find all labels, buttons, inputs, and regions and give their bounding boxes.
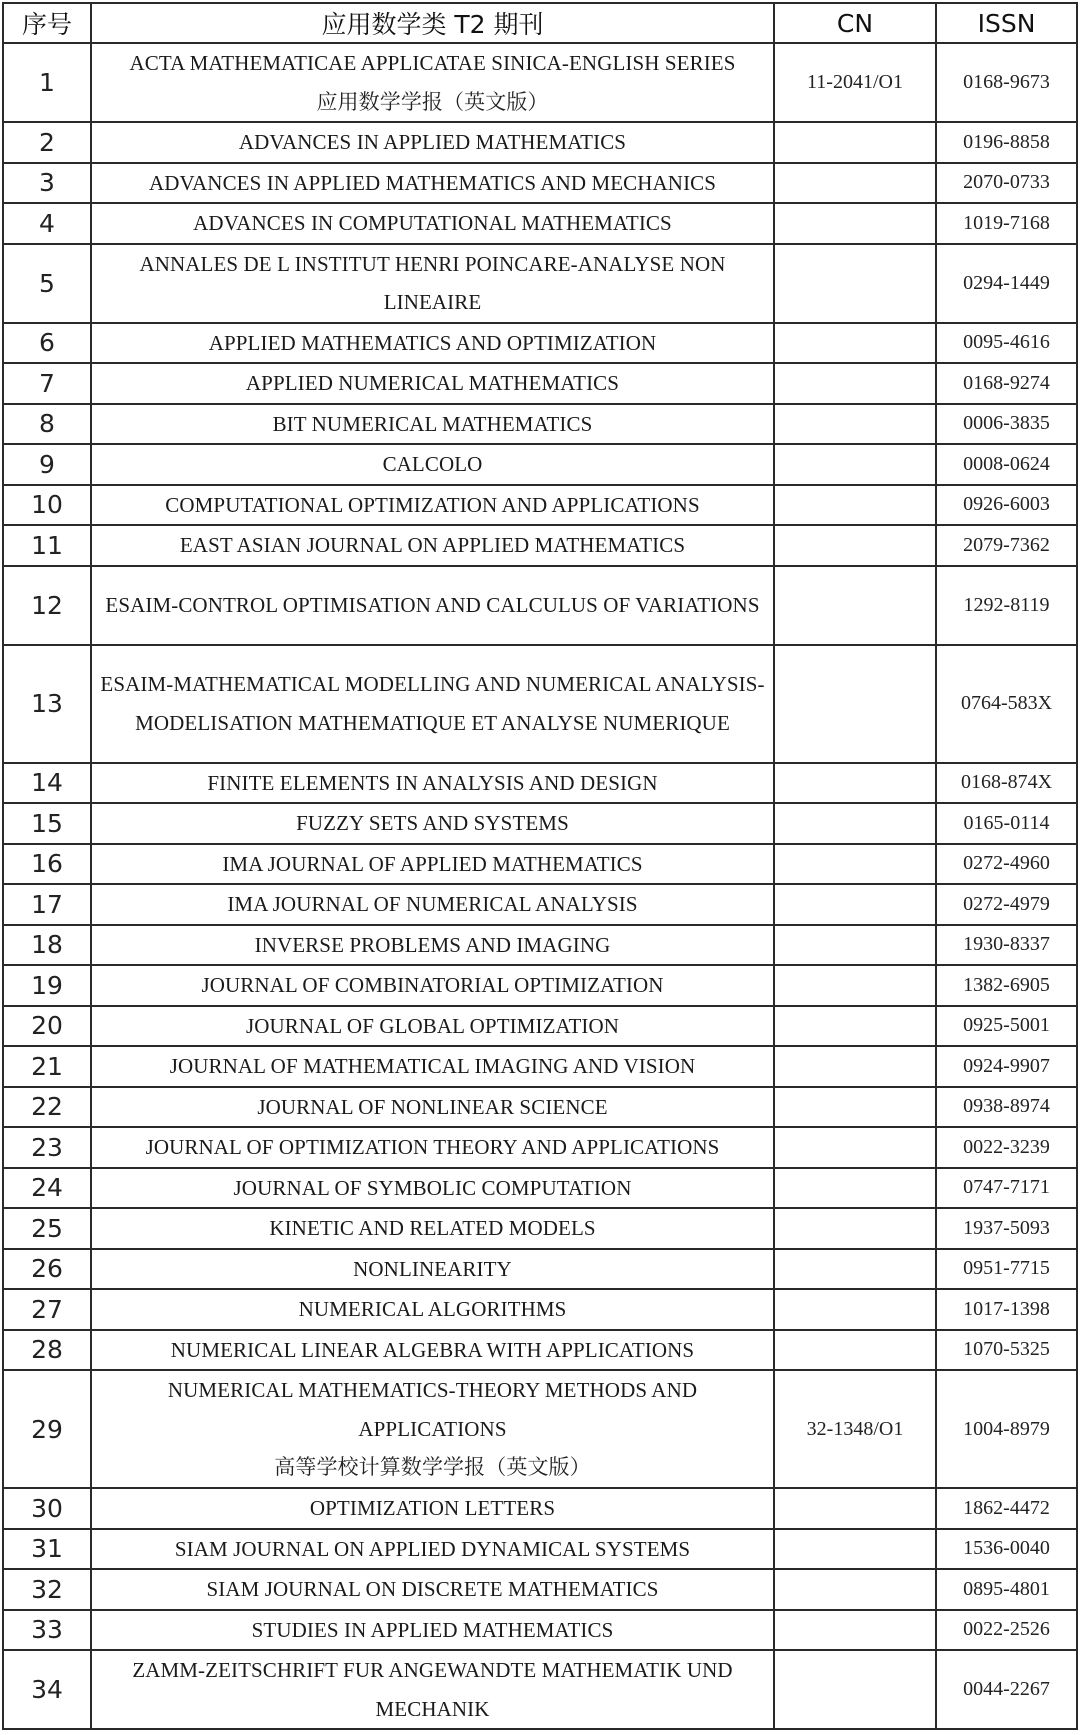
journal-issn: 1070-5325: [936, 1330, 1077, 1371]
table-row: [3, 203, 1077, 244]
journal-cn: [774, 566, 936, 645]
row-number: 26: [3, 1249, 91, 1290]
journal-cn: [774, 1569, 936, 1610]
journal-title: CALCOLO: [382, 452, 483, 476]
journal-cn: [774, 1289, 936, 1330]
table-row: [3, 844, 1077, 885]
journal-cn: [774, 404, 936, 445]
header-row: [3, 3, 1077, 43]
journal-issn: 0938-8974: [936, 1087, 1077, 1128]
journal-issn: 1937-5093: [936, 1208, 1077, 1249]
row-number: 11: [3, 525, 91, 566]
journal-title: FUZZY SETS AND SYSTEMS: [296, 811, 569, 835]
journal-title-cell: [91, 1289, 774, 1330]
row-number: 25: [3, 1208, 91, 1249]
journal-title: NUMERICAL ALGORITHMS: [298, 1297, 567, 1321]
header-title: 应用数学类 T2 期刊: [91, 3, 774, 43]
table-row: [3, 1569, 1077, 1610]
journal-title: EAST ASIAN JOURNAL ON APPLIED MATHEMATICS: [179, 533, 686, 557]
journal-issn: 0168-9673: [936, 43, 1077, 122]
journal-table: [2, 2, 1078, 1730]
table-row: [3, 244, 1077, 323]
journal-cn: [774, 763, 936, 804]
journal-title: BIT NUMERICAL MATHEMATICS: [272, 411, 593, 436]
table-row: [3, 803, 1077, 844]
journal-title: JOURNAL OF COMBINATORIAL OPTIMIZATION: [201, 973, 664, 997]
journal-title-cell: [91, 244, 774, 323]
journal-table-container: [2, 2, 1076, 1730]
journal-title: IMA JOURNAL OF APPLIED MATHEMATICS: [222, 851, 643, 876]
journal-title: JOURNAL OF SYMBOLIC COMPUTATION: [233, 1175, 632, 1200]
journal-issn: 0294-1449: [936, 244, 1077, 323]
journal-cn: [774, 122, 936, 163]
row-number: 14: [3, 763, 91, 804]
row-number: 7: [3, 363, 91, 404]
journal-title: COMPUTATIONAL OPTIMIZATION AND APPLICATIONS: [165, 492, 700, 517]
journal-issn: 1017-1398: [936, 1289, 1077, 1330]
table-body: [3, 43, 1077, 1729]
row-number: 29: [3, 1370, 91, 1488]
table-row: [3, 1087, 1077, 1128]
journal-cn: [774, 444, 936, 485]
journal-issn: 0196-8858: [936, 122, 1077, 163]
row-number: 1: [3, 43, 91, 122]
table-row: [3, 965, 1077, 1006]
journal-cn: [774, 803, 936, 844]
journal-cn: [774, 884, 936, 925]
journal-title-chinese: 高等学校计算数学学报（英文版）: [274, 1455, 591, 1480]
journal-cn: [774, 1208, 936, 1249]
journal-cn: [774, 1488, 936, 1529]
table-row: [3, 1529, 1077, 1570]
table-row: [3, 363, 1077, 404]
row-number: 13: [3, 645, 91, 763]
journal-cn: [774, 1610, 936, 1651]
table-row: [3, 1127, 1077, 1168]
journal-issn: 0924-9907: [936, 1046, 1077, 1087]
journal-title: ZAMM-ZEITSCHRIFT FUR ANGEWANDTE MATHEMATIK UND MECHANIK: [132, 1658, 733, 1721]
journal-title: SIAM JOURNAL ON APPLIED DYNAMICAL SYSTEMS: [174, 1536, 691, 1561]
journal-title-cell: [91, 1569, 774, 1610]
row-number: 24: [3, 1168, 91, 1209]
journal-issn: 1004-8979: [936, 1370, 1077, 1488]
journal-issn: 0272-4960: [936, 844, 1077, 885]
journal-title: ADVANCES IN APPLIED MATHEMATICS AND MECHANICS: [148, 170, 717, 195]
journal-issn: 2079-7362: [936, 525, 1077, 566]
table-row: [3, 1330, 1077, 1371]
row-number: 2: [3, 122, 91, 163]
row-number: 33: [3, 1610, 91, 1651]
journal-title-cell: [91, 485, 774, 526]
journal-cn: [774, 1249, 936, 1290]
journal-issn: 1930-8337: [936, 925, 1077, 966]
table-row: [3, 1488, 1077, 1529]
journal-cn: 11-2041/O1: [774, 43, 936, 122]
journal-issn: 0747-7171: [936, 1168, 1077, 1209]
table-row: [3, 1249, 1077, 1290]
journal-title-cell: [91, 1370, 774, 1488]
journal-issn: 2070-0733: [936, 163, 1077, 204]
table-row: [3, 1289, 1077, 1330]
journal-title-cell: [91, 203, 774, 244]
journal-title-cell: [91, 444, 774, 485]
table-row: [3, 645, 1077, 763]
journal-issn: 0926-6003: [936, 485, 1077, 526]
journal-cn: 32-1348/O1: [774, 1370, 936, 1488]
journal-title: SIAM JOURNAL ON DISCRETE MATHEMATICS: [206, 1577, 659, 1601]
journal-title: ESAIM-CONTROL OPTIMISATION AND CALCULUS OF VARIATIONS: [105, 592, 760, 617]
journal-title: NONLINEARITY: [353, 1256, 512, 1281]
row-number: 16: [3, 844, 91, 885]
table-row: [3, 1650, 1077, 1729]
table-row: [3, 485, 1077, 526]
row-number: 15: [3, 803, 91, 844]
journal-issn: 0168-874X: [936, 763, 1077, 804]
table-row: [3, 925, 1077, 966]
row-number: 17: [3, 884, 91, 925]
header-cn: CN: [774, 3, 936, 43]
journal-title-cell: [91, 163, 774, 204]
journal-title: ACTA MATHEMATICAE APPLICATAE SINICA-ENGLISH SERIES: [129, 51, 736, 75]
row-number: 19: [3, 965, 91, 1006]
journal-issn: 1536-0040: [936, 1529, 1077, 1570]
journal-title: ANNALES DE L INSTITUT HENRI POINCARE-ANALYSE NON LINEAIRE: [139, 251, 726, 314]
journal-title: ESAIM-MATHEMATICAL MODELLING AND NUMERICAL ANALYSIS-MODELISATION MATHEMATIQUE ET ANALYSE NUMERIQUE: [100, 672, 765, 735]
table-row: [3, 444, 1077, 485]
journal-title: OPTIMIZATION LETTERS: [309, 1496, 556, 1520]
journal-cn: [774, 525, 936, 566]
table-row: [3, 525, 1077, 566]
row-number: 4: [3, 203, 91, 244]
journal-title: IMA JOURNAL OF NUMERICAL ANALYSIS: [227, 892, 638, 916]
journal-cn: [774, 925, 936, 966]
journal-cn: [774, 485, 936, 526]
journal-title-cell: [91, 122, 774, 163]
row-number: 3: [3, 163, 91, 204]
row-number: 32: [3, 1569, 91, 1610]
journal-title: APPLIED MATHEMATICS AND OPTIMIZATION: [208, 330, 657, 355]
journal-cn: [774, 244, 936, 323]
journal-issn: 0951-7715: [936, 1249, 1077, 1290]
header-no: 序号: [3, 3, 91, 43]
journal-title-cell: [91, 1127, 774, 1168]
journal-title-cell: [91, 363, 774, 404]
journal-title: JOURNAL OF NONLINEAR SCIENCE: [257, 1094, 608, 1119]
journal-cn: [774, 965, 936, 1006]
journal-title-chinese: 应用数学学报（英文版）: [316, 89, 549, 114]
row-number: 27: [3, 1289, 91, 1330]
row-number: 12: [3, 566, 91, 645]
row-number: 31: [3, 1529, 91, 1570]
journal-title-cell: [91, 525, 774, 566]
journal-cn: [774, 1168, 936, 1209]
journal-title-cell: [91, 1249, 774, 1290]
row-number: 21: [3, 1046, 91, 1087]
journal-title: ADVANCES IN APPLIED MATHEMATICS: [238, 130, 627, 154]
table-row: [3, 43, 1077, 122]
row-number: 30: [3, 1488, 91, 1529]
journal-cn: [774, 1127, 936, 1168]
journal-cn: [774, 323, 936, 364]
journal-issn: 0022-3239: [936, 1127, 1077, 1168]
journal-title: JOURNAL OF MATHEMATICAL IMAGING AND VISION: [169, 1054, 696, 1078]
journal-cn: [774, 844, 936, 885]
row-number: 6: [3, 323, 91, 364]
journal-title-cell: [91, 965, 774, 1006]
journal-issn: 0272-4979: [936, 884, 1077, 925]
journal-issn: 0006-3835: [936, 404, 1077, 445]
journal-title: NUMERICAL LINEAR ALGEBRA WITH APPLICATIONS: [170, 1337, 695, 1362]
journal-title-cell: [91, 1529, 774, 1570]
journal-title: FINITE ELEMENTS IN ANALYSIS AND DESIGN: [207, 770, 658, 795]
table-row: [3, 323, 1077, 364]
journal-cn: [774, 1006, 936, 1047]
journal-issn: 0095-4616: [936, 323, 1077, 364]
journal-title: INVERSE PROBLEMS AND IMAGING: [254, 932, 611, 957]
table-row: [3, 404, 1077, 445]
journal-issn: 1862-4472: [936, 1488, 1077, 1529]
journal-title-cell: [91, 645, 774, 763]
journal-title: NUMERICAL MATHEMATICS-THEORY METHODS AND APPLICATIONS: [167, 1378, 698, 1441]
journal-title-cell: [91, 844, 774, 885]
row-number: 8: [3, 404, 91, 445]
journal-issn: 0022-2526: [936, 1610, 1077, 1651]
row-number: 22: [3, 1087, 91, 1128]
journal-title-cell: [91, 884, 774, 925]
journal-title-cell: [91, 925, 774, 966]
table-row: [3, 1168, 1077, 1209]
journal-title-cell: [91, 763, 774, 804]
journal-cn: [774, 203, 936, 244]
journal-issn: 0165-0114: [936, 803, 1077, 844]
table-row: [3, 122, 1077, 163]
journal-issn: 0895-4801: [936, 1569, 1077, 1610]
row-number: 28: [3, 1330, 91, 1371]
journal-issn: 0168-9274: [936, 363, 1077, 404]
journal-title-cell: [91, 43, 774, 122]
table-row: [3, 1370, 1077, 1488]
journal-title-cell: [91, 404, 774, 445]
journal-issn: 0764-583X: [936, 645, 1077, 763]
journal-cn: [774, 645, 936, 763]
journal-title: JOURNAL OF GLOBAL OPTIMIZATION: [245, 1013, 619, 1038]
row-number: 18: [3, 925, 91, 966]
journal-title-cell: [91, 1046, 774, 1087]
journal-issn: 1292-8119: [936, 566, 1077, 645]
journal-title: KINETIC AND RELATED MODELS: [269, 1216, 596, 1240]
table-row: [3, 884, 1077, 925]
row-number: 5: [3, 244, 91, 323]
table-row: [3, 1006, 1077, 1047]
journal-title: STUDIES IN APPLIED MATHEMATICS: [251, 1617, 614, 1642]
journal-issn: 0008-0624: [936, 444, 1077, 485]
row-number: 10: [3, 485, 91, 526]
table-row: [3, 1046, 1077, 1087]
journal-title: JOURNAL OF OPTIMIZATION THEORY AND APPLICATIONS: [145, 1135, 720, 1159]
journal-title-cell: [91, 1208, 774, 1249]
journal-title-cell: [91, 803, 774, 844]
journal-cn: [774, 1650, 936, 1729]
journal-cn: [774, 1529, 936, 1570]
table-row: [3, 163, 1077, 204]
journal-title-cell: [91, 1087, 774, 1128]
table-header: [3, 3, 1077, 43]
row-number: 9: [3, 444, 91, 485]
journal-title-cell: [91, 1168, 774, 1209]
journal-title-cell: [91, 323, 774, 364]
table-row: [3, 763, 1077, 804]
row-number: 20: [3, 1006, 91, 1047]
table-row: [3, 1208, 1077, 1249]
journal-cn: [774, 1087, 936, 1128]
journal-cn: [774, 363, 936, 404]
journal-title-cell: [91, 1650, 774, 1729]
journal-cn: [774, 163, 936, 204]
journal-title-cell: [91, 566, 774, 645]
journal-title-cell: [91, 1006, 774, 1047]
journal-title: APPLIED NUMERICAL MATHEMATICS: [245, 371, 620, 395]
journal-title: ADVANCES IN COMPUTATIONAL MATHEMATICS: [193, 211, 672, 235]
journal-title-cell: [91, 1488, 774, 1529]
journal-issn: 1382-6905: [936, 965, 1077, 1006]
table-row: [3, 1610, 1077, 1651]
journal-cn: [774, 1046, 936, 1087]
row-number: 23: [3, 1127, 91, 1168]
journal-issn: 1019-7168: [936, 203, 1077, 244]
journal-title-cell: [91, 1330, 774, 1371]
journal-title-cell: [91, 1610, 774, 1651]
row-number: 34: [3, 1650, 91, 1729]
journal-issn: 0925-5001: [936, 1006, 1077, 1047]
header-issn: ISSN: [936, 3, 1077, 43]
table-row: [3, 566, 1077, 645]
journal-cn: [774, 1330, 936, 1371]
journal-issn: 0044-2267: [936, 1650, 1077, 1729]
